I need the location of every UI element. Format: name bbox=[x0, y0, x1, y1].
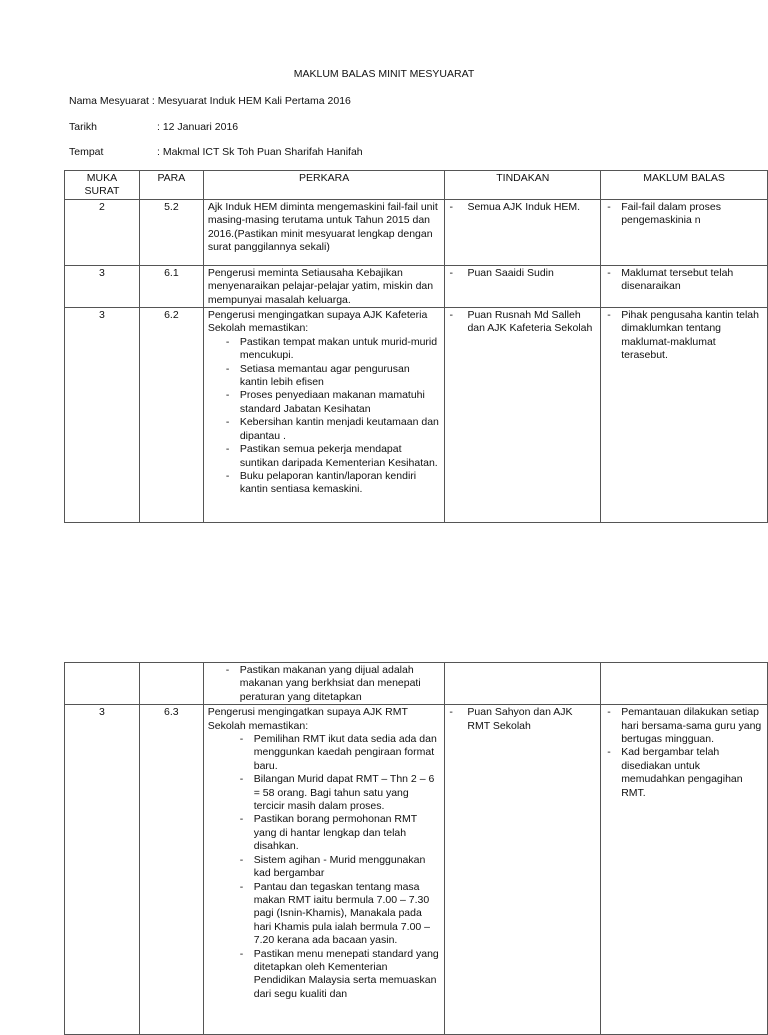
cell-para: 6.1 bbox=[139, 265, 203, 307]
tindakan-item: - Puan Saaidi Sudin bbox=[449, 267, 596, 280]
cell-para: 6.3 bbox=[139, 705, 203, 1035]
cell-muka-surat: 2 bbox=[65, 199, 140, 265]
cell-maklum-balas bbox=[601, 705, 768, 1035]
header-tindakan: TINDAKAN bbox=[445, 171, 601, 200]
cell-perkara bbox=[203, 663, 445, 705]
cell-muka-surat: 3 bbox=[65, 265, 140, 307]
perkara-point: - Proses penyediaan makanan mamatuhi standard Jabatan Kesihatan bbox=[224, 389, 441, 416]
cell-maklum-balas bbox=[601, 663, 768, 705]
cell-tindakan bbox=[445, 308, 601, 523]
cell-perkara: Pengerusi meminta Setiausaha Kebajikan menyenaraikan pelajar-pelajar yatim, miskin dan mempunyai masalah keluarga. bbox=[203, 265, 445, 307]
meta-meeting-name-value: : Mesyuarat Induk HEM Kali Pertama 2016 bbox=[151, 95, 351, 107]
perkara-intro: Pengerusi mengingatkan supaya AJK Kafeteria Sekolah memastikan: bbox=[207, 309, 428, 335]
meta-date-label: Tarikh bbox=[69, 121, 98, 133]
perkara-point: - Pastikan semua pekerja mendapat suntikan daripada Kementerian Kesihatan. bbox=[224, 443, 441, 470]
table-header-row bbox=[65, 171, 768, 200]
cell-para bbox=[139, 663, 203, 705]
table-row bbox=[65, 199, 768, 265]
perkara-point: - Pastikan makanan yang dijual adalah makanan yang berkhsiat dan menepati peraturan yang ditetapkan bbox=[224, 664, 441, 704]
meta-meeting-name bbox=[69, 95, 351, 108]
perkara-point: - Buku pelaporan kantin/laporan kendiri kantin sentiasa kemaskini. bbox=[224, 470, 441, 497]
perkara-point: - Sistem agihan - Murid menggunakan kad bergambar bbox=[240, 854, 441, 881]
cell-para: 5.2 bbox=[139, 199, 203, 265]
perkara-point: - Pantau dan tegaskan tentang masa makan RMT iaitu bermula 7.00 – 7.30 pagi (Isnin-Khamis), Manakala pada hari Khamis pula ialah bermula 7.00 – 7.20 kerana ada bacaan yasin. bbox=[240, 881, 441, 948]
header-maklum-balas: MAKLUM BALAS bbox=[601, 171, 768, 200]
cell-maklum-balas bbox=[601, 265, 768, 307]
meta-place-label: Tempat bbox=[69, 146, 104, 158]
header-muka-surat: MUKA SURAT bbox=[65, 171, 140, 200]
perkara-point: - Pastikan borang permohonan RMT yang di hantar lengkap dan telah disahkan. bbox=[240, 813, 441, 853]
meta-date-value: : 12 Januari 2016 bbox=[157, 121, 239, 133]
cell-tindakan bbox=[445, 199, 601, 265]
meta-place-value: : Makmal ICT Sk Toh Puan Sharifah Hanifah bbox=[157, 146, 363, 158]
meta-place bbox=[69, 146, 363, 159]
document-title: MAKLUM BALAS MINIT MESYUARAT bbox=[293, 68, 475, 80]
perkara-point: - Pastikan menu menepati standard yang ditetapkan oleh Kementerian Pendidikan Malaysia serta memuaskan dari segu kualiti dan bbox=[240, 948, 441, 1002]
tindakan-item: - Puan Rusnah Md Salleh dan AJK Kafeteria Sekolah bbox=[449, 309, 596, 336]
perkara-intro: Pengerusi mengingatkan supaya AJK RMT Sekolah memastikan: bbox=[207, 706, 408, 732]
meta-meeting-name-label: Nama Mesyuarat bbox=[69, 95, 149, 107]
cell-tindakan bbox=[445, 663, 601, 705]
cell-para: 6.2 bbox=[139, 308, 203, 523]
maklum-balas-item: - Pihak pengusaha kantin telah dimaklumkan tentang maklumat-maklumat terasebut. bbox=[605, 309, 763, 363]
header-perkara: PERKARA bbox=[203, 171, 445, 200]
cell-muka-surat: 3 bbox=[65, 308, 140, 523]
cell-maklum-balas bbox=[601, 308, 768, 523]
cell-tindakan bbox=[445, 265, 601, 307]
minutes-table bbox=[64, 170, 768, 523]
maklum-balas-item: - Pemantauan dilakukan setiap hari bersama-sama guru yang bertugas mingguan. bbox=[605, 706, 763, 746]
minutes-table-continued bbox=[64, 662, 768, 1035]
perkara-point: - Pastikan tempat makan untuk murid-murid mencukupi. bbox=[224, 336, 441, 363]
cell-perkara: Ajk Induk HEM diminta mengemaskini fail-fail unit masing-masing terutama untuk Tahun 2015 dan 2016.(Pastikan minit mesyuarat lengkap dengan surat panggilannya sekali) bbox=[203, 199, 445, 265]
perkara-point: - Kebersihan kantin menjadi keutamaan dan dipantau . bbox=[224, 416, 441, 443]
maklum-balas-item: - Kad bergambar telah disediakan untuk memudahkan pengagihan RMT. bbox=[605, 746, 763, 800]
maklum-balas-item: - Fail-fail dalam proses pengemaskinia n bbox=[605, 201, 763, 228]
tindakan-item: - Semua AJK Induk HEM. bbox=[449, 201, 596, 214]
maklum-balas-item: - Maklumat tersebut telah disenaraikan bbox=[605, 267, 763, 294]
meta-date bbox=[69, 121, 238, 134]
table-row bbox=[65, 308, 768, 523]
cell-muka-surat: 3 bbox=[65, 705, 140, 1035]
cell-perkara bbox=[203, 705, 445, 1035]
header-para: PARA bbox=[139, 171, 203, 200]
cell-muka-surat bbox=[65, 663, 140, 705]
cell-tindakan bbox=[445, 705, 601, 1035]
perkara-point: - Setiasa memantau agar pengurusan kantin lebih efisen bbox=[224, 363, 441, 390]
perkara-point: - Bilangan Murid dapat RMT – Thn 2 – 6 = 58 orang. Bagi tahun satu yang tercicir masih dalam proses. bbox=[240, 773, 441, 813]
table-row bbox=[65, 705, 768, 1035]
table-row bbox=[65, 265, 768, 307]
cell-perkara bbox=[203, 308, 445, 523]
perkara-point: - Pemilihan RMT ikut data sedia ada dan menggunkan kaedah pengiraan format baru. bbox=[240, 733, 441, 773]
tindakan-item: - Puan Sahyon dan AJK RMT Sekolah bbox=[449, 706, 596, 733]
table-row bbox=[65, 663, 768, 705]
cell-maklum-balas bbox=[601, 199, 768, 265]
